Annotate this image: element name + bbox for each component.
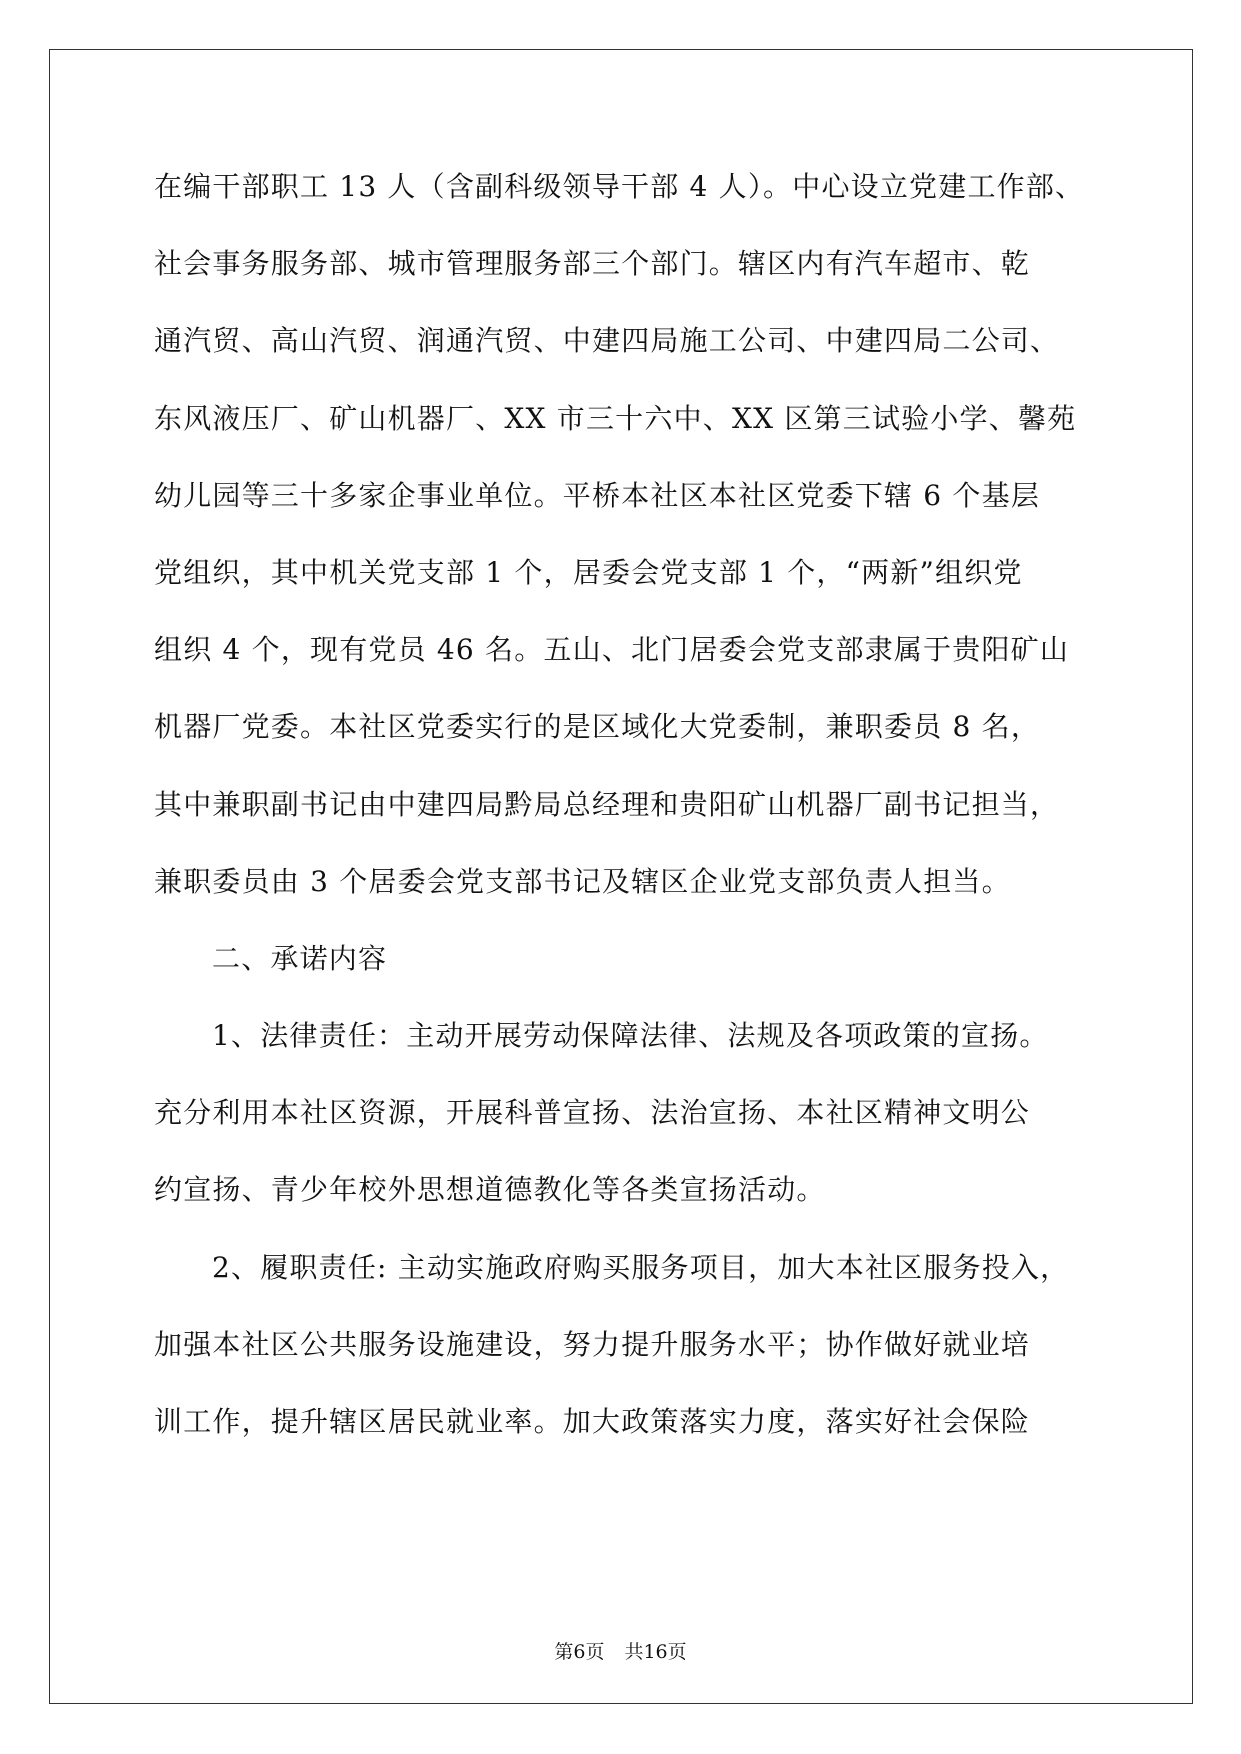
document-body [154, 167, 1094, 1479]
text-line: 其中兼职副书记由中建四局黔局总经理和贵阳矿山机器厂副书记担当， [154, 787, 1060, 821]
text-line: 2、履职责任: 主动实施政府购买服务项目，加大本社区服务投入， [212, 1250, 1070, 1284]
text-line: 党组织，其中机关党支部 1 个，居委会党支部 1 个，“两新”组织党 [154, 555, 1023, 589]
text-line: 加强本社区公共服务设施建设，努力提升服务水平；协作做好就业培 [154, 1327, 1031, 1361]
text-line: 东风液压厂、矿山机器厂、XX 市三十六中、XX 区第三试验小学、馨苑 [154, 401, 1077, 435]
page-number: 第6页 [554, 1641, 605, 1663]
text-line: 约宣扬、青少年校外思想道德教化等各类宣扬活动。 [154, 1173, 826, 1207]
text-line: 训工作，提升辖区居民就业率。加大政策落实力度，落实好社会保险 [154, 1405, 1031, 1438]
text-line: 机器厂党委。本社区党委实行的是区域化大党委制，兼职委员 8 名， [154, 710, 1041, 744]
text-line: 幼儿园等三十多家企事业单位。平桥本社区本社区党委下辖 6 个基层 [154, 478, 1041, 512]
text-line: 兼职委员由 3 个居委会党支部书记及辖区企业党支部负责人担当。 [154, 864, 1011, 898]
page-footer [0, 1640, 1241, 1664]
section-heading: 二、承诺内容 [212, 941, 388, 975]
text-line: 1、法律责任：主动开展劳动保障法律、法规及各项政策的宣扬。 [212, 1019, 1049, 1053]
page-total: 共16页 [624, 1641, 687, 1663]
text-line: 组织 4 个，现有党员 46 名。五山、北门居委会党支部隶属于贵阳矿山 [154, 633, 1070, 667]
text-line: 充分利用本社区资源，开展科普宣扬、法治宣扬、本社区精神文明公 [154, 1096, 1031, 1130]
text-line: 社会事务服务部、城市管理服务部三个部门。辖区内有汽车超市、乾 [154, 247, 1031, 281]
text-line: 通汽贸、高山汽贸、润通汽贸、中建四局施工公司、中建四局二公司、 [154, 324, 1060, 358]
text-line: 在编干部职工 13 人（含副科级领导干部 4 人）。中心设立党建工作部、 [154, 170, 1085, 203]
